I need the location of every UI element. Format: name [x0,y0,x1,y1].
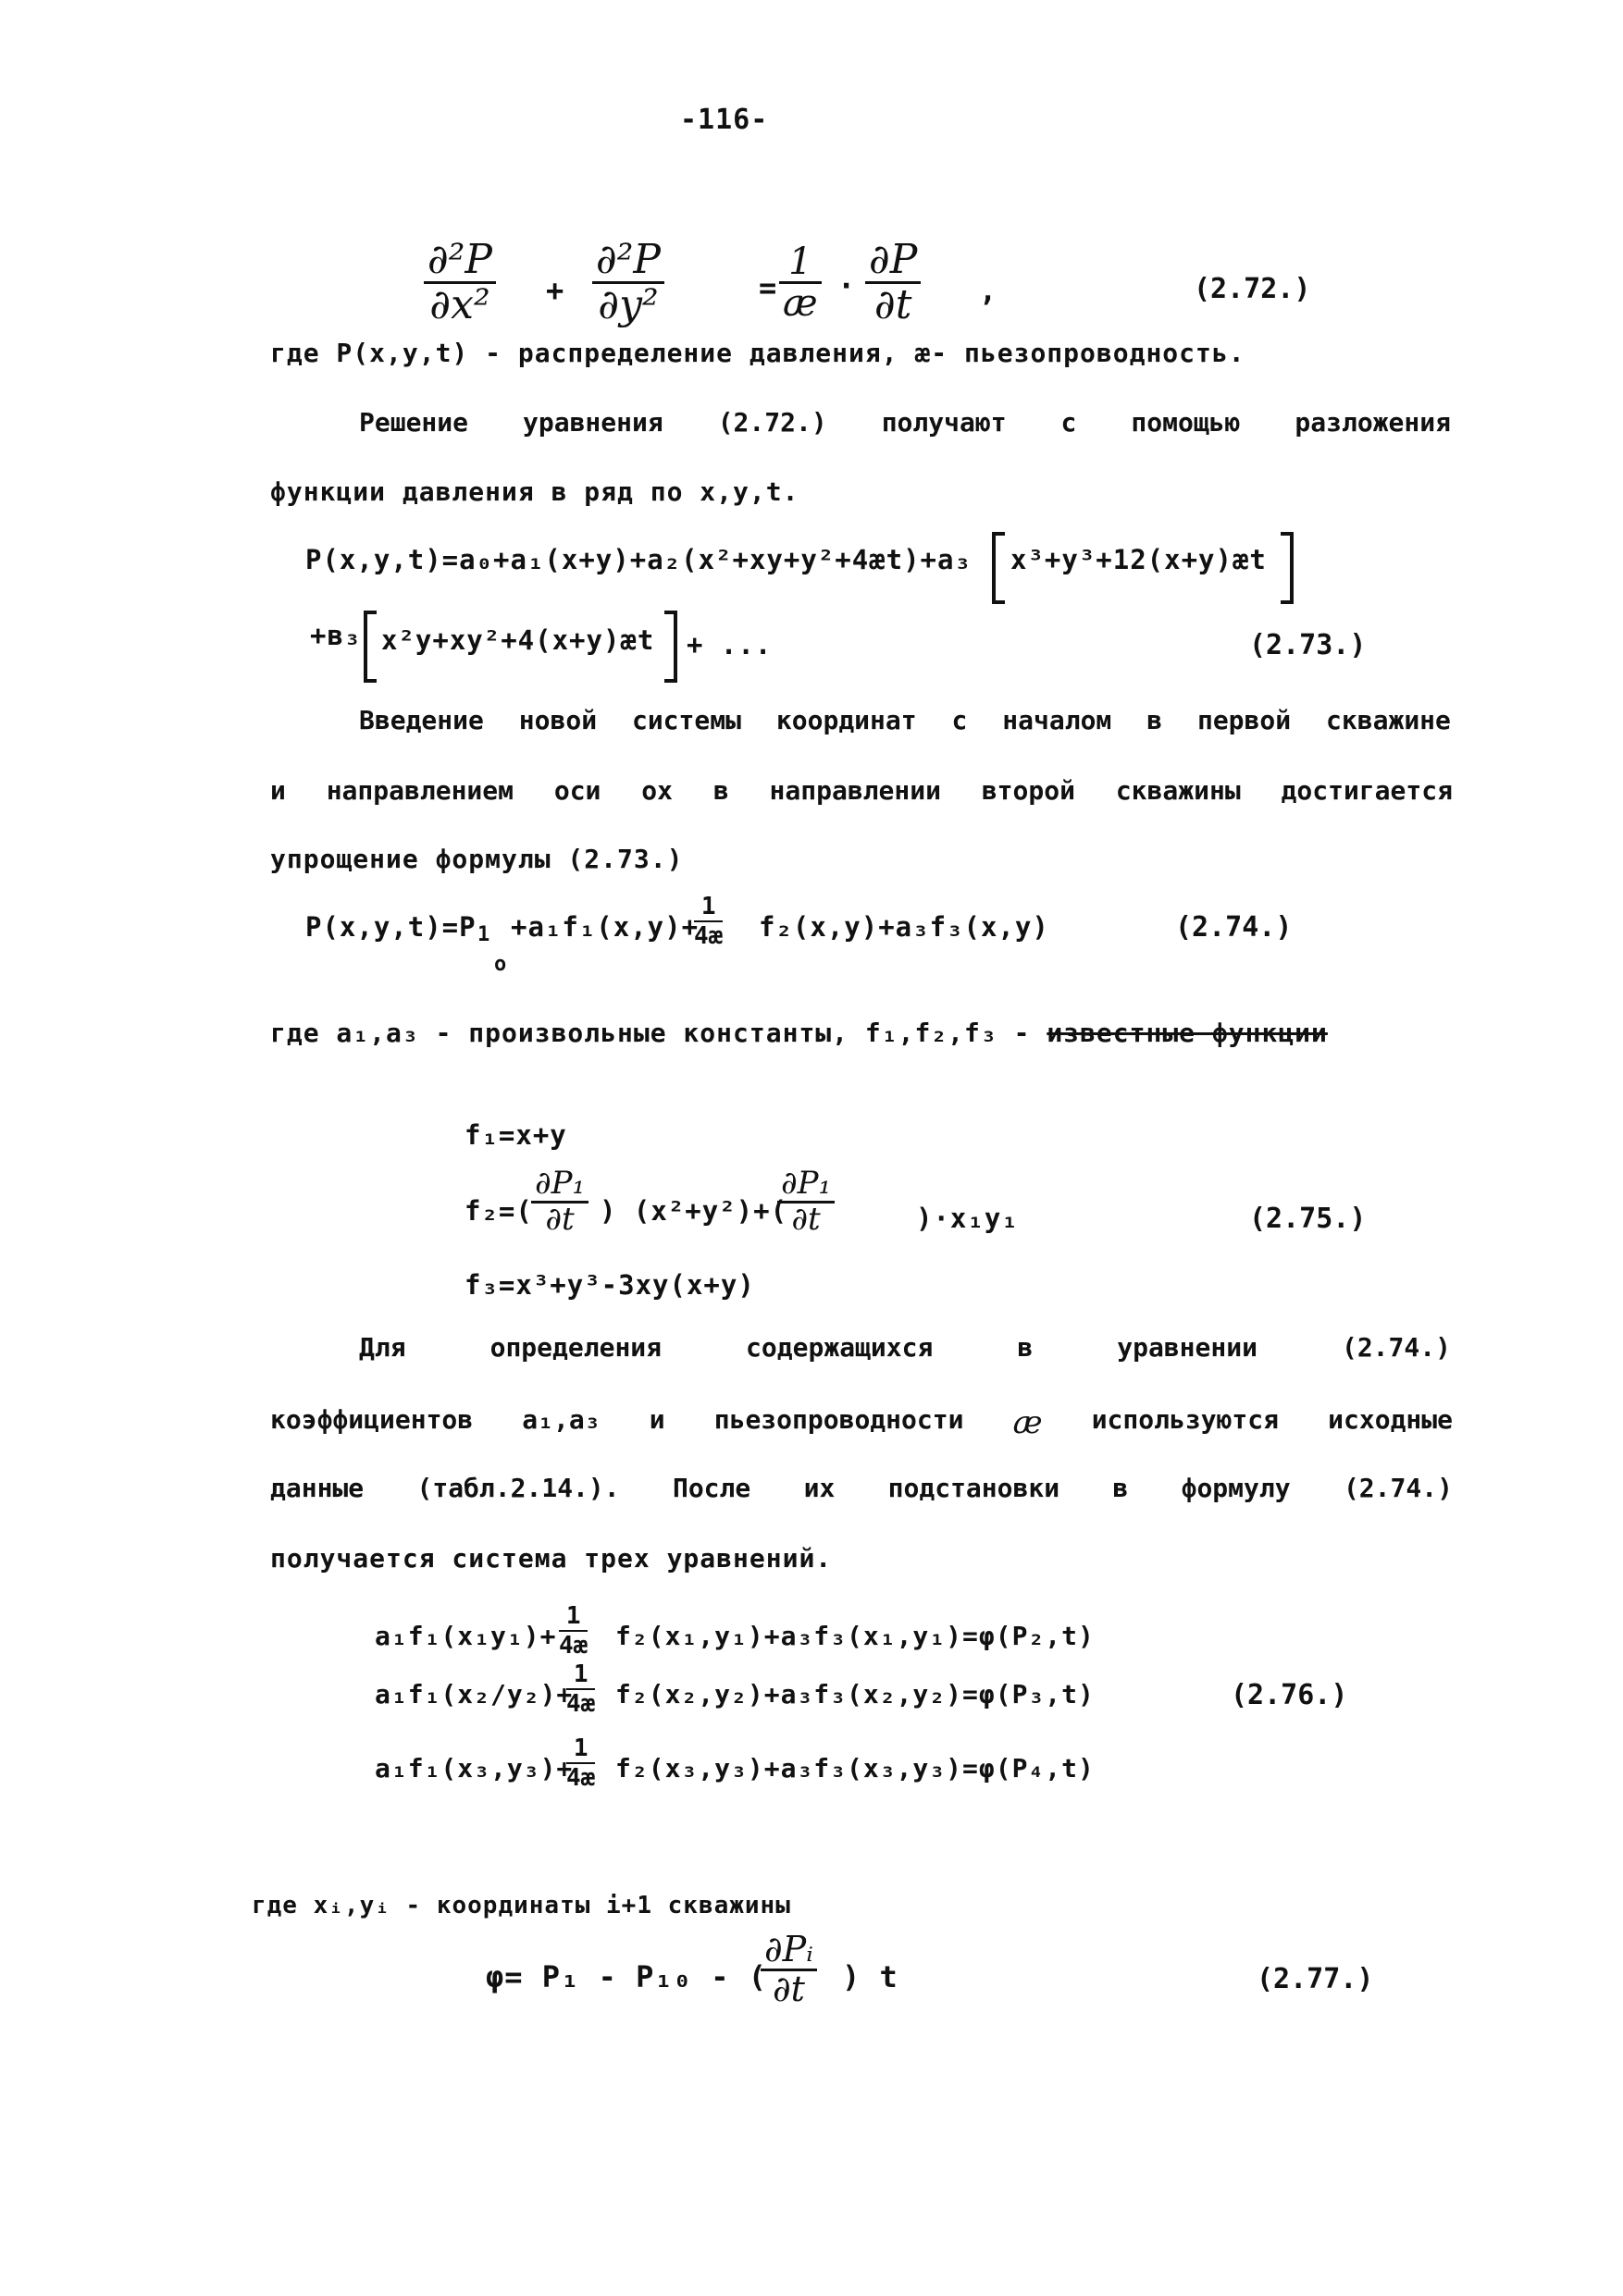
system-row-1-rhs: f₂(x₁,y₁)+a₃f₃(x₁,y₁)=φ(P₂,t) [615,1621,1095,1651]
word: ox [641,775,673,806]
denominator: 4æ [559,1632,588,1660]
denominator: ∂x² [429,281,490,329]
bracket-content: x²y+xy²+4(x+y)æt [381,624,655,656]
word: Для [359,1332,406,1363]
denominator: ∂t [873,281,912,329]
function-f2-prefix: f₂=( [465,1195,533,1227]
denominator: ∂t [791,1200,821,1238]
fraction-1-4ae [559,1602,588,1660]
paragraph-line [359,1332,1451,1363]
equation-term: f₂(x,y)+a₃f₃(x,y) [759,911,1049,943]
right-bracket [1281,532,1294,604]
where-clause: где xᵢ,yᵢ - координаты i+1 скважины [252,1892,791,1920]
denominator: ∂t [545,1200,575,1238]
paragraph-line: упрощение формулы (2.73.) [270,844,684,874]
word: достигается [1281,775,1453,806]
word: Решение [359,407,469,438]
word: с [951,705,968,735]
word: в [1112,1473,1129,1503]
word: подстановки [887,1473,1060,1503]
fraction-dp1-dt [531,1167,588,1236]
plus-sign: + [546,273,565,308]
word: и [270,775,286,806]
subscript: 1 [477,923,491,946]
numerator: ∂P₁ [535,1165,586,1202]
equation-rhs: ) t [842,1959,898,1994]
dot-operator: · [837,268,857,303]
word: коэффициентов [270,1404,474,1435]
word: a₁,a₃ [522,1404,601,1435]
system-row-3-rhs: f₂(x₃,y₃)+a₃f₃(x₃,y₃)=φ(P₄,t) [615,1753,1095,1784]
numerator: 1 [573,1660,588,1688]
word: (2.72.) [717,407,827,438]
word: (2.74.) [1343,1473,1453,1503]
numerator: ∂²P [596,236,661,283]
fraction-dp1-dt [777,1167,835,1236]
fraction-d2p-dx2 [424,236,496,329]
equation-number: (2.77.) [1257,1963,1374,1995]
word: в [1146,705,1163,735]
word: æ [1012,1404,1043,1441]
word: направлении [769,775,941,806]
system-row-2-rhs: f₂(x₂,y₂)+a₃f₃(x₂,y₂)=φ(P₃,t) [615,1679,1095,1710]
word: формулу [1181,1473,1291,1503]
word: уравнении [1117,1332,1258,1363]
right-bracket [664,611,677,683]
page-number: -116- [680,104,769,136]
system-row-2: a₁f₁(x₂/y₂)+ [375,1679,574,1710]
fraction-dp-dt [865,236,921,329]
word: помощью [1131,407,1241,438]
paragraph-line [270,1473,1453,1503]
fraction-d2p-dy2 [592,236,664,329]
word: определения [489,1332,663,1363]
word: новой [518,705,598,735]
word: (табл.2.14.). [416,1473,620,1503]
word: пьезопроводности [713,1404,964,1435]
equation-term: +a₁f₁(x,y)+ [511,911,700,943]
function-f1: f₁=x+y [465,1119,567,1151]
comma: , [979,273,998,308]
subscript: o [494,953,508,976]
numerator: ∂Pᵢ [764,1929,813,1969]
word: в [712,775,729,806]
equation-number: (2.72.) [1194,273,1311,305]
word: скважины [1115,775,1241,806]
fraction-1-4ae [566,1734,595,1792]
word: данные [270,1473,365,1503]
ellipsis: + ... [687,629,773,660]
word: содержащихся [746,1332,934,1363]
equation-lhs: φ= P₁ - P₁₀ - ( [486,1959,767,1994]
function-f3: f₃=x³+y³-3xy(x+y) [465,1269,755,1301]
word: направлением [326,775,514,806]
denominator: æ [783,282,818,325]
denominator: 4æ [566,1690,596,1718]
numerator: 1 [565,1602,581,1630]
denominator: 4æ [694,922,724,950]
word: получают [881,407,1007,438]
fraction-1-4ae [566,1660,595,1718]
struck-text: известные функции [1047,1018,1328,1048]
word: Введение [359,705,484,735]
paragraph-line: получается система трех уравнений. [270,1543,833,1574]
word: оси [553,775,601,806]
system-row-3: a₁f₁(x₃,y₃)+ [375,1753,574,1784]
numerator: 1 [788,241,812,283]
left-bracket [364,611,377,683]
equation-line: +в₃ [310,620,362,651]
numerator: ∂P₁ [781,1165,832,1202]
numerator: ∂P [869,236,918,283]
word: их [803,1473,836,1503]
function-f2-mid: ) (x²+y²)+( [600,1195,788,1227]
word: координат [775,705,917,735]
word: скважине [1326,705,1451,735]
system-row-1: a₁f₁(x₁y₁)+ [375,1621,557,1651]
word: (2.74.) [1341,1332,1451,1363]
word: началом [1002,705,1112,735]
word: второй [981,775,1075,806]
numerator: 1 [700,893,716,920]
fraction-1-ae [779,242,822,323]
denominator: ∂t [772,1968,805,2009]
numerator: ∂²P [427,236,492,283]
where-clause [270,1018,1328,1048]
paragraph-line [270,1404,1453,1441]
word: системы [631,705,741,735]
denominator: ∂y² [598,281,659,329]
function-f2-suffix: )·x₁y₁ [916,1203,1019,1234]
word: исходные [1328,1404,1453,1435]
denominator: 4æ [566,1764,596,1792]
word: и [649,1404,665,1435]
word: в [1017,1332,1034,1363]
left-bracket [992,532,1005,604]
equation-number: (2.75.) [1249,1203,1367,1235]
equation-number: (2.76.) [1231,1679,1348,1711]
word: После [672,1473,751,1503]
equation-line: P(x,y,t)=a₀+a₁(x+y)+a₂(x²+xy+y²+4æt)+a₃ [305,544,972,575]
where-clause: где P(x,y,t) - распределение давления, æ- пьезопроводность. [270,338,1245,368]
equation-lhs: P(x,y,t)=P [305,911,477,943]
paragraph-line [270,775,1453,806]
paragraph-line: функции давления в ряд по x,y,t. [270,476,799,507]
equation-number: (2.74.) [1175,911,1293,944]
paragraph-line [359,407,1451,438]
word: используются [1091,1404,1279,1435]
fraction-dpi-dt [761,1929,817,2009]
equation-number: (2.73.) [1249,629,1367,661]
paragraph-line [359,705,1451,735]
word: первой [1196,705,1292,735]
where-text: где a₁,a₃ - произвольные константы, f₁,f₂,f₃ - [270,1018,1047,1048]
numerator: 1 [573,1734,588,1762]
word: разложения [1295,407,1451,438]
equals-sign: = [759,270,778,305]
fraction-1-4ae [694,893,723,950]
word: уравнения [523,407,663,438]
word: с [1060,407,1077,438]
bracket-content: x³+y³+12(x+y)æt [1010,544,1267,575]
